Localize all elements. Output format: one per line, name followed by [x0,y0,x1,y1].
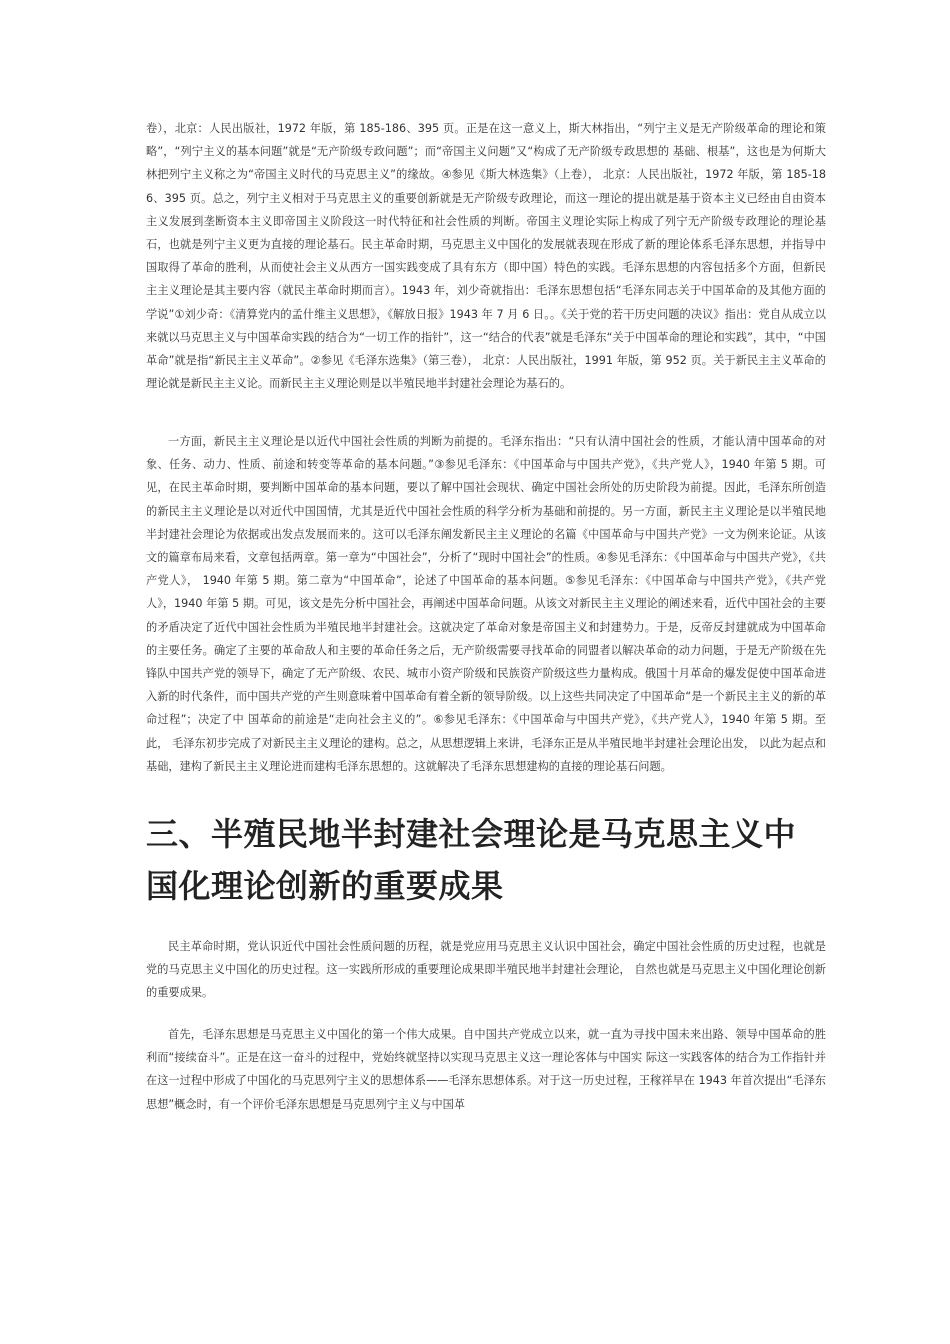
paragraph-first-great-achievement: 首先，毛泽东思想是马克思主义中国化的第一个伟大成果。自中国共产党成立以来，就一直为寻找中国未来出路、领导中国革命的胜利而“接续奋斗”。正是在这一奋斗的过程中，党始终就坚持以实现马克思主义这一理论客体与中国实 际这一实践客体的结合为工作指针并在这一过程中形成了中国化的马克思列宁主义的思想体系——毛泽东思想体系。对于这一历史过程，王稼祥早在 1943 年首次提出“毛泽东思想”概念时，有一个评价毛泽东思想是马克思列宁主义与中国革 [146,1028,826,1111]
paragraph-leninism-and-mao-thought: 卷），北京：人民出版社，1972 年版，第 185-186、395 页。正是在这一意义上，斯大林指出，“列宁主义是无产阶级革命的理论和策略”，“列宁主义的基本问题”就是“无产阶级专政问题”；而“帝国主义问题”又“构成了无产阶级专政思想的 基础、根基”，这也是为何斯大林把列宁主义称之为“帝国主义时代的马克思主义”的缘故。④参见《斯大林选集》（上卷）， 北京：人民出版社，1972 年版，第 185-186、395 页。总之，列宁主义相对于马克思主义的重要创新就是无产阶级专政理论，而这一理论的提出就是基于资本主义已经由自由资本主义发展到垄断资本主义即帝国主义阶段这一时代特征和社会性质的判断。帝国主义理论实际上构成了列宁无产阶级专政理论的理论基石，也就是列宁主义更为直接的理论基石。民主革命时期，马克思主义中国化的发展就表现在形成了新的理论体系毛泽东思想，并指导中国取得了革命的胜利，从而使社会主义从西方一国实践变成了具有东方（即中国）特色的实践。毛泽东思想的内容包括多个方面，但新民主主义理论是其主要内容（就民主革命时期而言）。1943 年，刘少奇就指出：毛泽东思想包括“毛泽东同志关于中国革命的及其他方面的学说”①刘少奇：《清算党内的孟什维主义思想》，《解放日报》1943 年 7 月 6 日。。《关于党的若干历史问题的决议》指出：党自从成立以来就以马克思主义与中国革命实践的结合为“一切工作的指针”，这一“结合的代表”就是毛泽东“关于中国革命的理论和实践”，其中，“中国革命”就是指“新民主主义革命”。②参见《毛泽东选集》（第三卷）， 北京：人民出版社，1991 年版，第 952 页。关于新民主主义革命的理论就是新民主主义论。而新民主主义理论则是以半殖民地半封建社会理论为基石的。 [146,122,826,391]
paragraph-democratic-revolution-period: 民主革命时期，党认识近代中国社会性质问题的历程，就是党应用马克思主义认识中国社会，确定中国社会性质的历史过程，也就是党的马克思主义中国化的历史过程。这一实践所形成的重要理论成果即半殖民地半封建社会理论， 自然也就是马克思主义中国化理论创新的重要成果。 [146,940,826,1000]
section-heading: 三、半殖民地半封建社会理论是马克思主义中国化理论创新的重要成果 [146,815,797,905]
paragraph-new-democracy-premise: 一方面，新民主主义理论是以近代中国社会性质的判断为前提的。毛泽东指出：“只有认清中国社会的性质，才能认清中国革命的对象、任务、动力、性质、前途和转变等革命的基本问题。”③参见毛泽东：《中国革命与中国共产党》，《共产党人》，1940 年第 5 期。可见，在民主革命时期，要判断中国革命的基本问题，要以了解中国社会现状、确定中国社会所处的历史阶段为前提。因此，毛泽东所创造的新民主主义理论是以对近代中国国情，尤其是近代中国社会性质的科学分析为基础和前提的。另一方面，新民主主义理论是以半殖民地半封建社会理论为依据或出发点发展而来的。这可以毛泽东阐发新民主主义理论的名篇《中国革命与中国共产党》一文为例来论证。从该文的篇章布局来看，文章包括两章。第一章为“中国社会”，分析了“现时中国社会”的性质。④参见毛泽东：《中国革命与中国共产党》，《共产党人》， 1940 年第 5 期。第二章为“中国革命”，论述了中国革命的基本问题。⑤参见毛泽东：《中国革命与中国共产党》，《共产党人》，1940 年第 5 期。可见，该文是先分析中国社会，再阐述中国革命问题。从该文对新民主主义理论的阐述来看，近代中国社会的主要的矛盾决定了近代中国社会性质为半殖民地半封建社会。这就决定了革命对象是帝国主义和封建势力。于是，反帝反封建就成为中国革命的主要任务。确定了主要的革命敌人和主要的革命任务之后，无产阶级需要寻找革命的同盟者以解决革命的动力问题，于是无产阶级在先锋队中国共产党的领导下，确定了无产阶级、农民、城市小资产阶级和民族资产阶级这些力量构成。俄国十月革命的爆发促使中国革命进入新的时代条件，而中国共产党的产生则意味着中国革命有着全新的领导阶级。以上这些共同决定了中国革命“是一个新民主主义的新的革命过程”；决定了中 国革命的前途是“走向社会主义的”。⑥参见毛泽东：《中国革命与中国共产党》，《共产党人》，1940 年第 5 期。至此， 毛泽东初步完成了对新民主主义理论的建构。总之，从思想逻辑上来讲，毛泽东正是从半殖民地半封建社会理论出发， 以此为起点和基础，建构了新民主主义理论进而建构毛泽东思想的。这就解决了毛泽东思想建构的直接的理论基石问题。 [146,435,826,773]
